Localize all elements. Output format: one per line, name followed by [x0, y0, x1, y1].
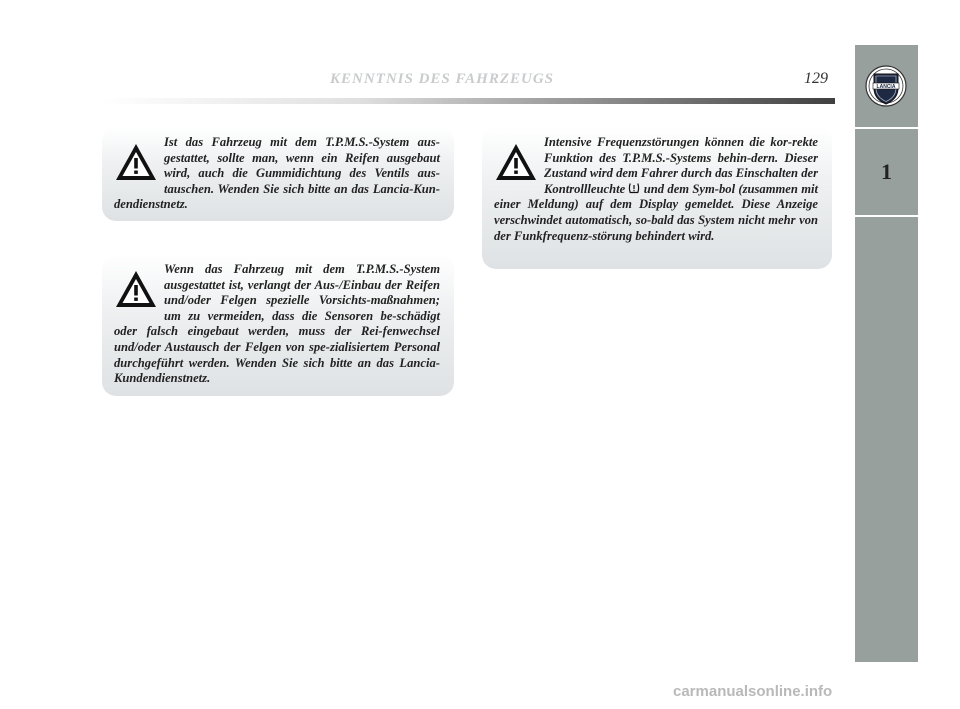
page-number: 129: [804, 70, 828, 87]
section-title: KENNTNIS DES FAHRZEUGS: [330, 71, 555, 87]
warning-text-interference-part2: und dem Sym-bol (zusammen mit einer Meldung) auf dem Display gemeldet. Diese Anzeige verschwindet automatisch, so-bald das System nicht mehr von der Funkfrequenz-störung behindert wird.: [494, 181, 818, 243]
header-divider: [100, 98, 835, 104]
warning-text-interference-part1: Intensive Frequenzstörungen können die kor-rekte Funktion des T.P.M.S.-Systems behin-dern. Dieser Zustand wird dem Fahrer durch das Einschalten der Kontrollleuchte: [544, 135, 818, 196]
logo-text: LANCIA: [876, 84, 896, 90]
warning-text-valve-seal: Ist das Fahrzeug mit dem T.P.M.S.-System aus-gestattet, sollte man, wenn ein Reifen ausgebaut wird, auch die Gummidichtung des Ventils aus-tauschen. Wenden Sie sich bitte an das Lancia-Kun-dendienstnetz.: [114, 135, 440, 212]
chapter-number: 1: [881, 159, 892, 184]
source-watermark: carmanualsonline.info: [673, 683, 833, 700]
lancia-shield-icon: [865, 64, 907, 108]
warning-box-frequency-interference: [482, 127, 832, 269]
warning-box-valve-seal: [102, 127, 454, 221]
warning-triangle-icon: [114, 141, 158, 183]
warning-text-tire-mounting: Wenn das Fahrzeug mit dem T.P.M.S.-System ausgestattet ist, verlangt der Aus-/Einbau der Reifen und/oder Felgen spezielle Vorsichts-maßnahmen; um zu vermeiden, dass die Sensoren be-schädigt oder falsch eingebaut werden, muss der Rei-fenwechsel und/oder Austausch der Felgen von spe-zialisiertem Personal durchgeführt werden. Wenden Sie sich bitte an das Lancia-Kundendienstnetz.: [114, 262, 440, 386]
tab-divider-bottom: [855, 215, 918, 217]
brand-logo-box: [855, 45, 918, 127]
warning-triangle-icon: [494, 141, 538, 183]
chapter-side-tab: [855, 45, 918, 662]
warning-box-tire-mounting: [102, 254, 454, 396]
tire-pressure-warning-icon: [628, 182, 640, 194]
warning-triangle-icon: [114, 268, 158, 310]
